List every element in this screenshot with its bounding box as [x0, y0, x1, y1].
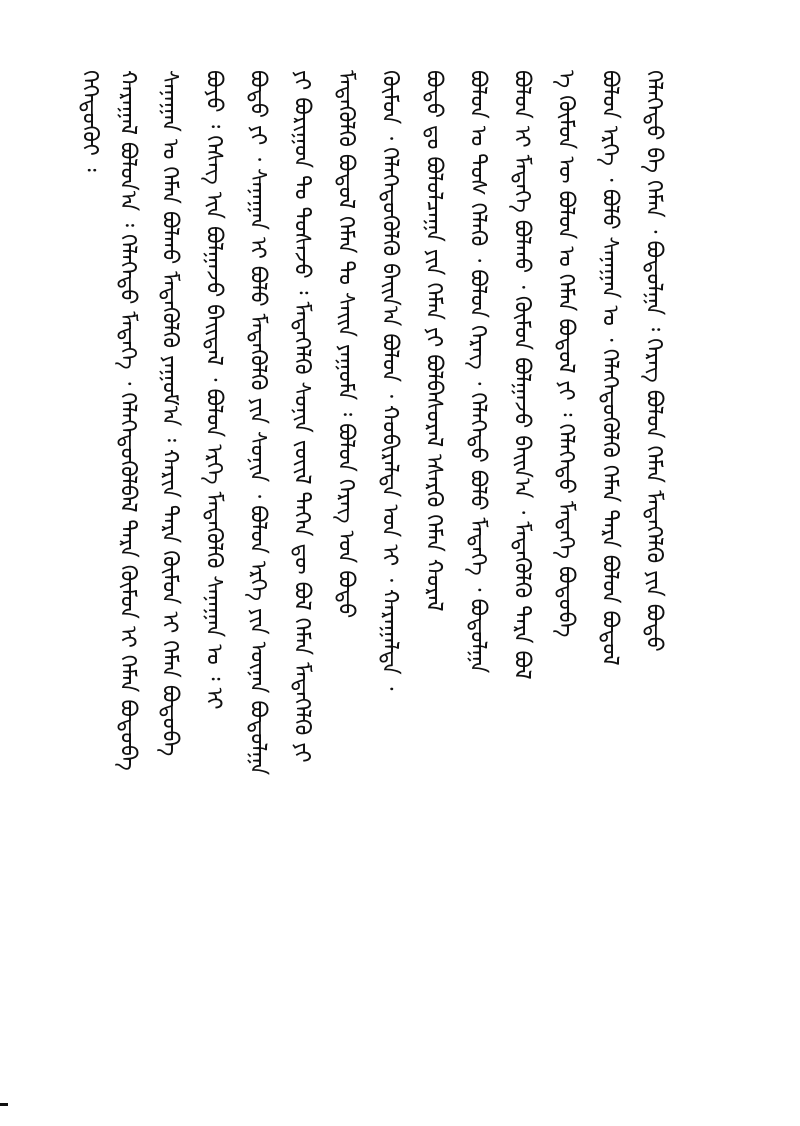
mongolian-text-block — [70, 70, 690, 1030]
text-column-5: ᠪᠣᠳᠣ ᠶᠢ ᠂ ᠰᠠᠨᠠᠭᠠᠨ ᠢ ᠪᠣᠯᠤ ᠮᠡᠳᠡᠭᠦᠯᠬᠦ ᠶᠢᠨ ᠰᠣᠨᠢᠨ ᠂ ᠪᠣᠯᠤᠨ ᠡᠷᠬᠡ ᠶᠢᠨ ᠦᠨᠡᠨ ᠪᠣᠳᠣᠯᠭᠠ — [245, 70, 270, 776]
text-column-14: ᠬᠡᠯᠡᠭᠡᠳᠦ ᠪᠠ ᠬᠡᠮᠡᠨ ᠂ ᠪᠣᠳᠣᠯᠭᠠ ᠄ ᠬᠡᠷᠡᠭ ᠪᠣᠯᠤᠨ ᠬᠡᠮᠡᠨ ᠮᠡᠳᠡᠭᠡᠯᠬᠦ ᠶᠢᠨ ᠪᠣᠳᠣ — [641, 70, 666, 652]
text-column-6: ᠶᠢ ᠪᠤᠷᠢᠭᠤᠨ ᠲᠤ ᠲᠤᠰᠠᠵᠤ ᠄ ᠮᠡᠳᠡᠭᠡᠯᠬᠦ ᠰᠣᠨᠢᠨ ᠵᠦᠢᠯ ᠲᠡᠭᠡᠨ ᠳᠦ ᠪᠣᠯ ᠬᠡᠮᠡᠨ ᠮᠡᠳᠡᠭᠡᠯᠬᠦ ᠶᠢ — [289, 70, 314, 763]
text-column-11: ᠪᠣᠯᠤᠨ ᠢ ᠮᠡᠳᠡᠭᠡ ᠪᠣᠯᠬᠤ ᠂ ᠬᠦᠮᠦᠨ ᠪᠣᠯᠭᠠᠵᠤ ᠪᠠᠢᠨ᠎ᠠ ᠂ ᠮᠡᠳᠡᠭᠦᠯᠬᠦ ᠲᠡᠷᠡ ᠪᠣᠯ — [509, 70, 534, 680]
text-column-1: ᠬᠡᠭᠡᠳᠦᠭᠦᠢ ᠄ — [77, 70, 102, 172]
text-column-13: ᠪᠣᠯᠤᠨ ᠡᠷᠬᠡ ᠂ ᠪᠣᠯᠤ ᠰᠠᠨᠠᠭᠠᠨ ᠤ ᠂ ᠬᠡᠯᠡᠭᠡᠳᠦᠭᠦᠯᠬᠦ ᠬᠡᠮᠡᠨ ᠲᠡᠷᠡ ᠪᠣᠯᠤᠨ ᠪᠣᠳᠣᠯ — [597, 70, 622, 666]
text-column-12: ᠡ ᠬᠦᠮᠦᠨ ᠦ ᠪᠣᠯᠤᠨ ᠤ ᠬᠡᠮᠡᠨ ᠪᠣᠳᠣᠯ ᠶᠢ ᠄ ᠬᠡᠯᠡᠭᠡᠳᠦ ᠮᠡᠳᠡᠭᠡ ᠪᠣᠳᠣᠪᠠ — [553, 70, 578, 638]
text-column-10: ᠪᠣᠯᠤᠨ ᠤ ᠲᠤᠰ ᠬᠡᠯᠡᠬᠦ ᠂ ᠪᠣᠯᠤᠨ ᠬᠡᠷᠡᠭ ᠂ ᠬᠡᠯᠡᠭᠡᠳᠦ ᠪᠣᠯᠤ ᠮᠡᠳᠡᠭᠡ ᠂ ᠪᠣᠳᠣᠯᠭᠠ — [465, 70, 490, 674]
text-column-2: ᠬᠠᠷᠠᠭᠠᠯ ᠪᠣᠯᠤᠨ᠎ᠠ ᠄ ᠬᠡᠯᠡᠭᠡᠳᠦ ᠮᠡᠳᠡᠭᠡ ᠂ ᠬᠡᠯᠡᠭᠡᠳᠦᠭᠦᠯᠪᠡᠯ ᠲᠡᠷᠡ ᠬᠦᠮᠦᠨ ᠢ ᠬᠡᠮᠡᠨ ᠪᠣᠳᠣᠪᠠ — [115, 70, 140, 771]
text-column-7: ᠮᠡᠳᠡᠭᠦᠯᠬᠦ ᠪᠣᠳᠣᠯ ᠬᠡᠮᠡᠨ ᠲᠤ ᠰᠠᠢᠨ ᠶᠠᠭᠤᠮᠠ ᠄ ᠪᠣᠯᠤᠨ ᠬᠡᠷᠡᠭ ᠤᠨ ᠪᠣᠳᠣ — [333, 70, 358, 619]
text-column-9: ᠪᠣᠳᠣ ᠳᠤ ᠪᠣᠯᠤᠯᠴᠠᠭᠠ ᠶᠢᠨ ᠬᠡᠮᠡᠨ ᠶᠢ ᠪᠣᠯᠪᠠᠰᠤᠷᠠᠯ ᠡᠰᠡᠷᠭᠦ ᠬᠡᠮᠡᠨ ᠬᠤᠷᠠᠯ — [421, 70, 446, 612]
text-column-3: ᠰᠠᠨᠠᠭᠠᠨ ᠤ ᠬᠡᠮᠡᠨ ᠪᠣᠯᠬᠤ ᠮᠡᠳᠡᠭᠦᠯᠬᠦ ᠶᠠᠭᠤᠮ᠎ᠠ ᠄ ᠬᠠᠷᠢᠨ ᠲᠡᠷᠡ ᠬᠦᠮᠦᠨ ᠢ ᠬᠡᠮᠡᠨ ᠪᠣᠳᠣᠪᠠ — [157, 70, 182, 757]
text-column-8: ᠬᠦᠮᠦᠨ ᠂ ᠬᠡᠯᠡᠭᠡᠳᠦᠭᠦᠯᠬᠦ ᠪᠠᠢᠨ᠎ᠠ ᠪᠣᠯᠤᠨ ᠂ ᠬᠤᠪᠢᠷᠠᠯᠲᠠ ᠤᠨ ᠢ ᠂ ᠬᠠᠷᠠᠭᠠᠯᠲᠠ ᠂ — [377, 70, 402, 691]
scan-edge-mark — [0, 1103, 8, 1106]
text-column-4: ᠪᠤᠶᠤ ᠄ ᠬᠡᠰᠡᠭ ᠢᠨ ᠪᠣᠯᠭᠠᠵᠤ ᠪᠠᠢᠳᠠᠯ ᠂ ᠪᠣᠯᠤᠨ ᠡᠷᠬᠡ ᠮᠡᠳᠡᠭᠦᠯᠬᠦ ᠰᠠᠨᠠᠭᠠᠨ ᠤ ᠄ ᠢ — [201, 70, 226, 710]
